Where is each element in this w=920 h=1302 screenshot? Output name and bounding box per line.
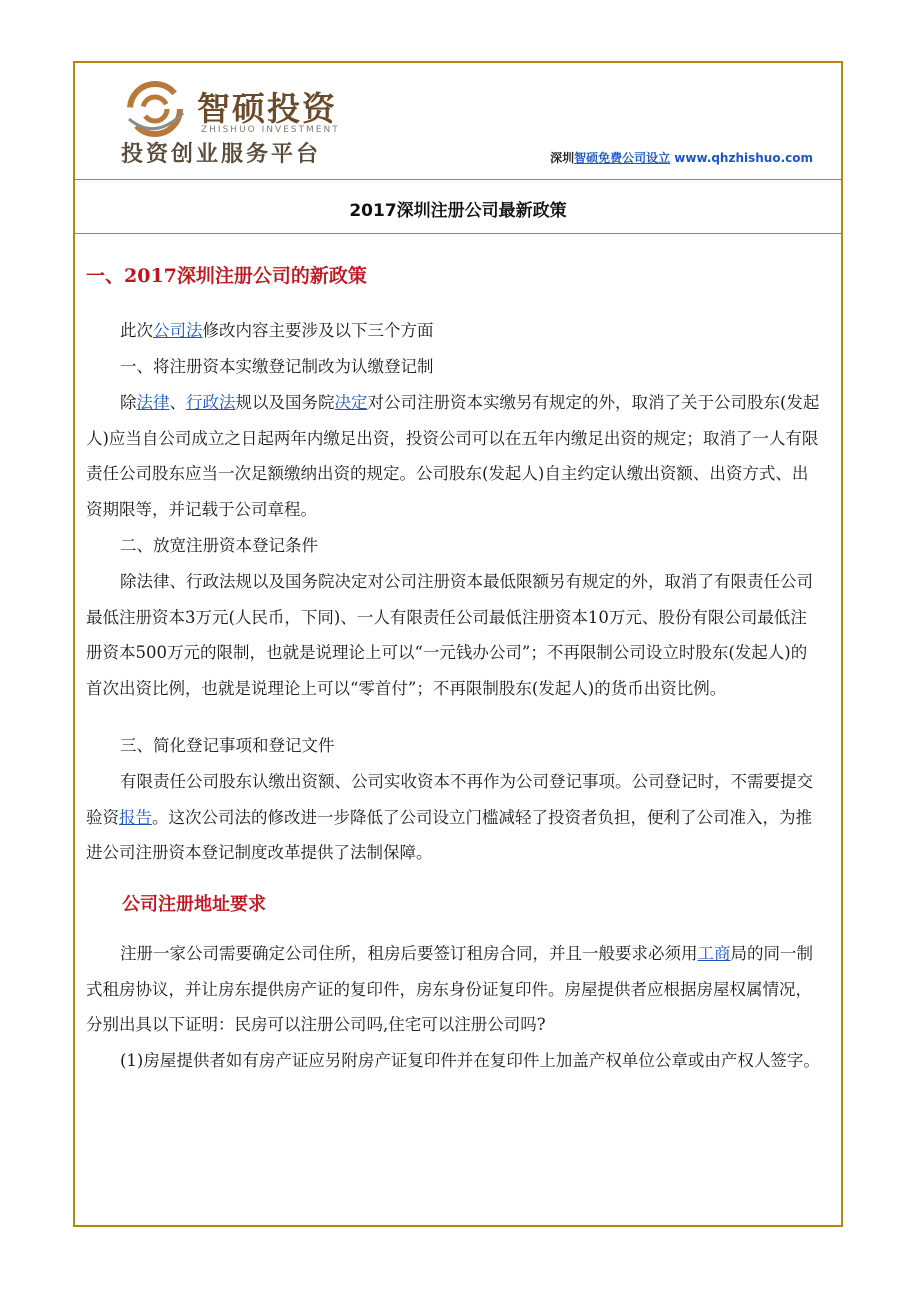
- link-company-law[interactable]: 公司法: [153, 321, 203, 340]
- text-run: 此次: [120, 321, 153, 340]
- text-run: 修改内容主要涉及以下三个方面: [202, 321, 434, 340]
- text-run: 、: [169, 393, 186, 412]
- link-law[interactable]: 法律: [136, 393, 170, 412]
- site-link-line: [550, 149, 813, 166]
- site-link-text[interactable]: 智硕免费公司设立: [574, 151, 671, 165]
- header: [75, 63, 841, 180]
- link-report[interactable]: 报告: [119, 807, 152, 827]
- text-run: 局的同一制式租房协议，并让房东提供房产证的复印件，房东身份证复印件。房屋提供者应根据房屋权属情况，分别出具以下证明：民房可以注册公司吗,住宅可以注册公司吗?: [86, 944, 813, 1035]
- paragraph-item-3: 三、简化登记事项和登记文件: [120, 736, 335, 755]
- title-bar: [75, 179, 841, 234]
- paragraph-intro: [86, 313, 820, 349]
- text-run: 除: [120, 393, 137, 412]
- site-link-prefix: 深圳: [550, 151, 575, 165]
- logo-subtitle: ZHISHUO INVESTMENT: [201, 125, 340, 135]
- page-frame: [73, 61, 843, 1227]
- text-run: 规以及国务院: [235, 393, 335, 412]
- paragraph-item-1: 一、将注册资本实缴登记制改为认缴登记制: [120, 357, 434, 376]
- paragraph-address-item-1: (1)房屋提供者如有房产证应另附房产证复印件并在复印件上加盖产权单位公章或由产权人签字。: [120, 1051, 820, 1070]
- paragraph-item-1-detail: [86, 385, 820, 528]
- logo-title: 智硕投资: [197, 89, 337, 128]
- site-url[interactable]: www.qhzhishuo.com: [674, 151, 813, 165]
- logo-emblem-icon: [117, 79, 193, 139]
- text-run: 有限责任公司股东认缴出资额、公司实收资本不再作为公司登记事项。公司登记时，不需要提交验资: [86, 772, 813, 827]
- link-administrative-law[interactable]: 行政法: [186, 393, 236, 412]
- text-run: 注册一家公司需要确定公司住所，租房后要签订租房合同，并且一般要求必须用: [120, 944, 698, 963]
- text-run: 对公司注册资本实缴另有规定的外，取消了关于公司股东(发起人)应当自公司成立之日起两年内缴足出资，投资公司可以在五年内缴足出资的规定；取消了一人有限责任公司股东应当一次足额缴纳出资的规定。公司股东(发起人)自主约定认缴出资额、出资方式、出资期限等，并记载于公司章程。: [86, 393, 820, 520]
- paragraph-address: [86, 936, 820, 1043]
- section-heading-new-policy: 一、2017深圳注册公司的新政策: [86, 265, 367, 287]
- link-industry-commerce[interactable]: 工商: [697, 944, 731, 963]
- paragraph-item-2: 二、放宽注册资本登记条件: [120, 536, 318, 555]
- company-logo: [115, 75, 351, 169]
- logo-tagline: 投资创业服务平台: [121, 142, 322, 167]
- paragraph-item-2-detail: 除法律、行政法规以及国务院决定对公司注册资本最低限额另有规定的外，取消了有限责任公司最低注册资本3万元(人民币，下同)、一人有限责任公司最低注册资本10万元、股份有限公司最低注册资本500万元的限制，也就是说理论上可以“一元钱办公司”；不再限制公司设立时股东(发起人)的首次出资比例，也就是说理论上可以“零首付”；不再限制股东(发起人)的货币出资比例。: [86, 572, 813, 699]
- section-heading-address: 公司注册地址要求: [122, 894, 266, 915]
- text-run: 。这次公司法的修改进一步降低了公司设立门槛减轻了投资者负担，便利了公司准入，为推进公司注册资本登记制度改革提供了法制保障。: [86, 807, 812, 863]
- link-decision[interactable]: 决定: [334, 393, 368, 412]
- paragraph-item-3-detail: [86, 764, 820, 871]
- document-title: 2017深圳注册公司最新政策: [349, 201, 567, 221]
